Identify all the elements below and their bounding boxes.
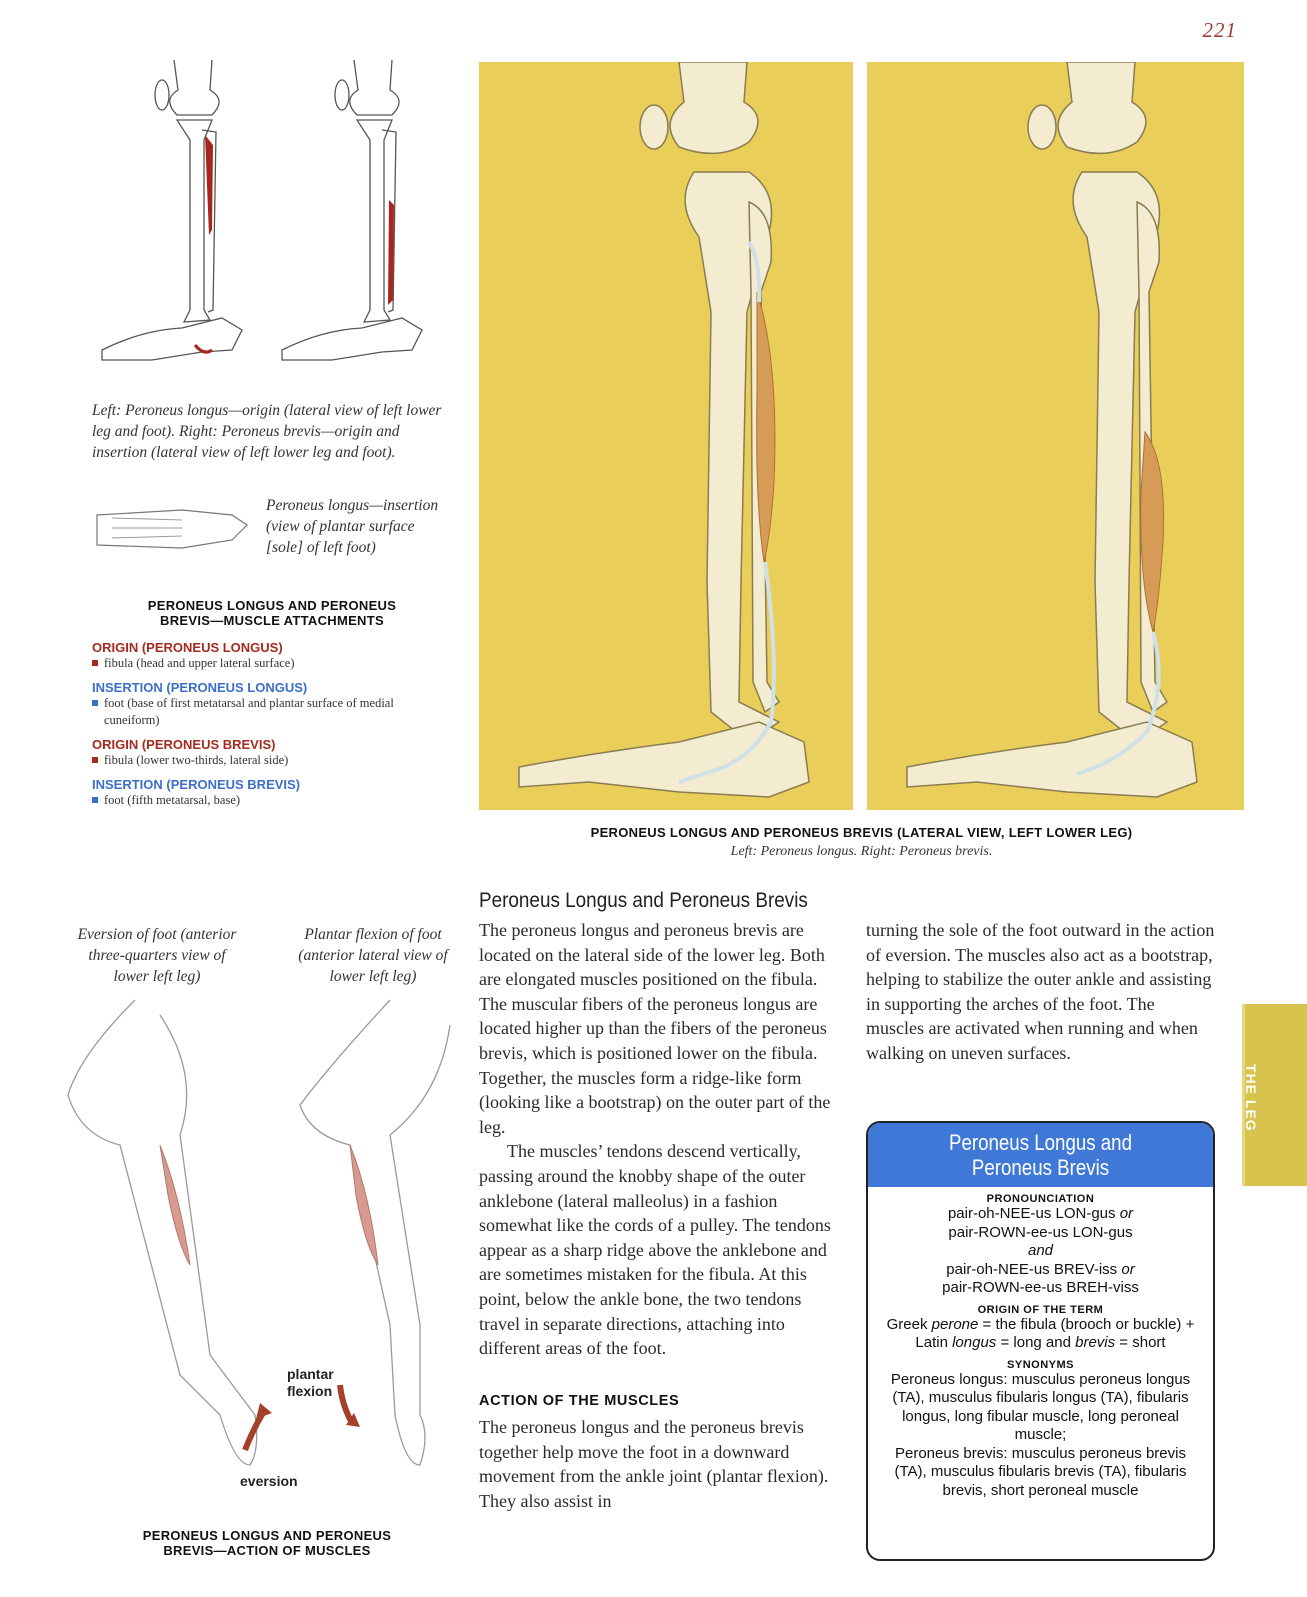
eversion-caption: Eversion of foot (anterior three-quarters view of lower left leg) bbox=[77, 926, 237, 985]
attachment-entry bbox=[92, 680, 452, 729]
red-bullet-icon bbox=[92, 660, 98, 666]
synonyms-longus: Peroneus longus: musculus peroneus longus (TA), musculus fibularis longus (TA), fibularis longus, long fibular muscle, long peroneal muscle; bbox=[890, 1370, 1191, 1443]
action-illustration bbox=[60, 995, 460, 1485]
action-heading: PERONEUS LONGUS AND PERONEUS BREVIS—ACTION OF MUSCLES bbox=[142, 1528, 392, 1558]
panel-peroneus-longus bbox=[479, 62, 853, 810]
attachment-entry bbox=[92, 640, 452, 672]
page-number: 221 bbox=[1202, 18, 1237, 42]
attachment-caption: Left: Peroneus longus—origin (lateral view of left lower leg and foot). Right: Peroneus brevis—origin and insertion (lateral view of left lower leg and foot). bbox=[92, 402, 442, 461]
pronunciation-text: pair-oh-NEE-us LON-gus or pair-ROWN-ee-us LON-gus and pair-oh-NEE-us BREV-iss or pair-ROWN-ee-us BREH-viss bbox=[942, 1205, 1139, 1296]
paragraph: The peroneus longus and the peroneus brevis together help move the foot in a downward movement from the ankle joint (plantar flexion). They also assist in bbox=[479, 1417, 829, 1512]
leg-skeleton-illustration bbox=[867, 62, 1244, 810]
attachment-illustration bbox=[92, 60, 452, 380]
attachment-entry bbox=[92, 777, 452, 809]
attachments-heading: PERONEUS LONGUS AND PERONEUS BREVIS—MUSCLE ATTACHMENTS bbox=[147, 598, 397, 628]
muscle-attachments bbox=[92, 598, 452, 809]
info-box-title: Peroneus Longus and Peroneus Brevis bbox=[868, 1123, 1213, 1187]
paragraph: turning the sole of the foot outward in the action of eversion. The muscles also act as a bootstrap, helping to stabilize the outer ankle and assisting in supporting the arches of the foot. The muscles are activated when running and when walking on uneven surfaces. bbox=[866, 920, 1215, 1063]
attachment-label: INSERTION (PERONEUS BREVIS) bbox=[92, 777, 301, 792]
section-tab-label: THE LEG bbox=[1243, 1064, 1259, 1132]
plantar-muscle bbox=[350, 1145, 378, 1265]
info-box bbox=[866, 1121, 1215, 1561]
red-bullet-icon bbox=[92, 757, 98, 763]
synonyms-label: SYNONYMS bbox=[1007, 1358, 1074, 1371]
synonyms-brevis: Peroneus brevis: musculus peroneus brevis (TA), musculus fibularis brevis (TA), fibularis brevis, short peroneal muscle bbox=[894, 1444, 1187, 1499]
origin-text: Greek perone = the fibula (brooch or buckle) + Latin longus = long and brevis = short bbox=[886, 1315, 1195, 1351]
peroneus-longus-origin-mark bbox=[205, 135, 213, 235]
main-figure-subcaption: Left: Peroneus longus. Right: Peroneus brevis. bbox=[730, 844, 993, 859]
article-title: Peroneus Longus and Peroneus Brevis bbox=[479, 889, 808, 912]
peroneus-longus-muscle bbox=[757, 292, 775, 562]
pronunciation-label: PRONOUNCIATION bbox=[986, 1193, 1095, 1205]
section-tab[interactable] bbox=[1242, 1004, 1307, 1186]
main-figure-title: PERONEUS LONGUS AND PERONEUS BREVIS (LATERAL VIEW, LEFT LOWER LEG) bbox=[590, 825, 1133, 840]
attachment-entry bbox=[92, 737, 452, 769]
article-column-left bbox=[479, 918, 831, 1514]
action-section-heading: ACTION OF THE MUSCLES bbox=[479, 1392, 680, 1409]
blue-bullet-icon bbox=[92, 797, 98, 803]
plantar-flexion-caption: Plantar flexion of foot (anterior lateral view of lower left leg) bbox=[298, 926, 448, 985]
blue-bullet-icon bbox=[92, 700, 98, 706]
plantar-flexion-label: plantar flexion bbox=[287, 1366, 334, 1399]
plantar-caption: Peroneus longus—insertion (view of plantar surface [sole] of left foot) bbox=[266, 497, 439, 556]
attachment-label: ORIGIN (PERONEUS BREVIS) bbox=[92, 737, 276, 752]
attachment-text: fibula (lower two-thirds, lateral side) bbox=[104, 753, 289, 767]
attachment-text: fibula (head and upper lateral surface) bbox=[104, 656, 295, 670]
article-column-right bbox=[866, 918, 1216, 1066]
paragraph: The peroneus longus and peroneus brevis are located on the lateral side of the lower leg. Both are elongated muscles positioned on the fibula. The muscular fibers of the peroneus longus are located higher up than the fibers of the peroneus brevis, which is positioned lower on the fibula. Together, the muscles form a ridge-like form (looking like a bootstrap) on the outer part of the leg. bbox=[479, 920, 831, 1137]
plantar-flexion-arrow-icon bbox=[340, 1385, 352, 1423]
leg-skeleton-illustration bbox=[479, 62, 853, 810]
origin-label: ORIGIN OF THE TERM bbox=[977, 1303, 1104, 1316]
attachment-label: INSERTION (PERONEUS LONGUS) bbox=[92, 680, 308, 695]
attachment-text: foot (fifth metatarsal, base) bbox=[104, 793, 241, 807]
attachment-text: foot (base of first metatarsal and plantar surface of medial cuneiform) bbox=[104, 696, 394, 727]
paragraph: The muscles’ tendons descend vertically, passing around the knobby shape of the outer anklebone (lateral malleolus) in a fashion somewhat like the cords of a pulley. The tendons appear as a sharp ridge above the anklebone and are sometimes mistaken for the fibula. At this point, below the ankle bone, the two tendons travel in separate directions, attaching into different areas of the foot. bbox=[479, 1141, 831, 1359]
panel-peroneus-brevis bbox=[867, 62, 1244, 810]
eversion-muscle bbox=[160, 1145, 190, 1265]
plantar-foot-illustration bbox=[92, 500, 252, 560]
peroneus-brevis-origin-mark bbox=[388, 200, 394, 305]
eversion-label: eversion bbox=[240, 1473, 298, 1489]
attachment-label: ORIGIN (PERONEUS LONGUS) bbox=[92, 640, 283, 655]
